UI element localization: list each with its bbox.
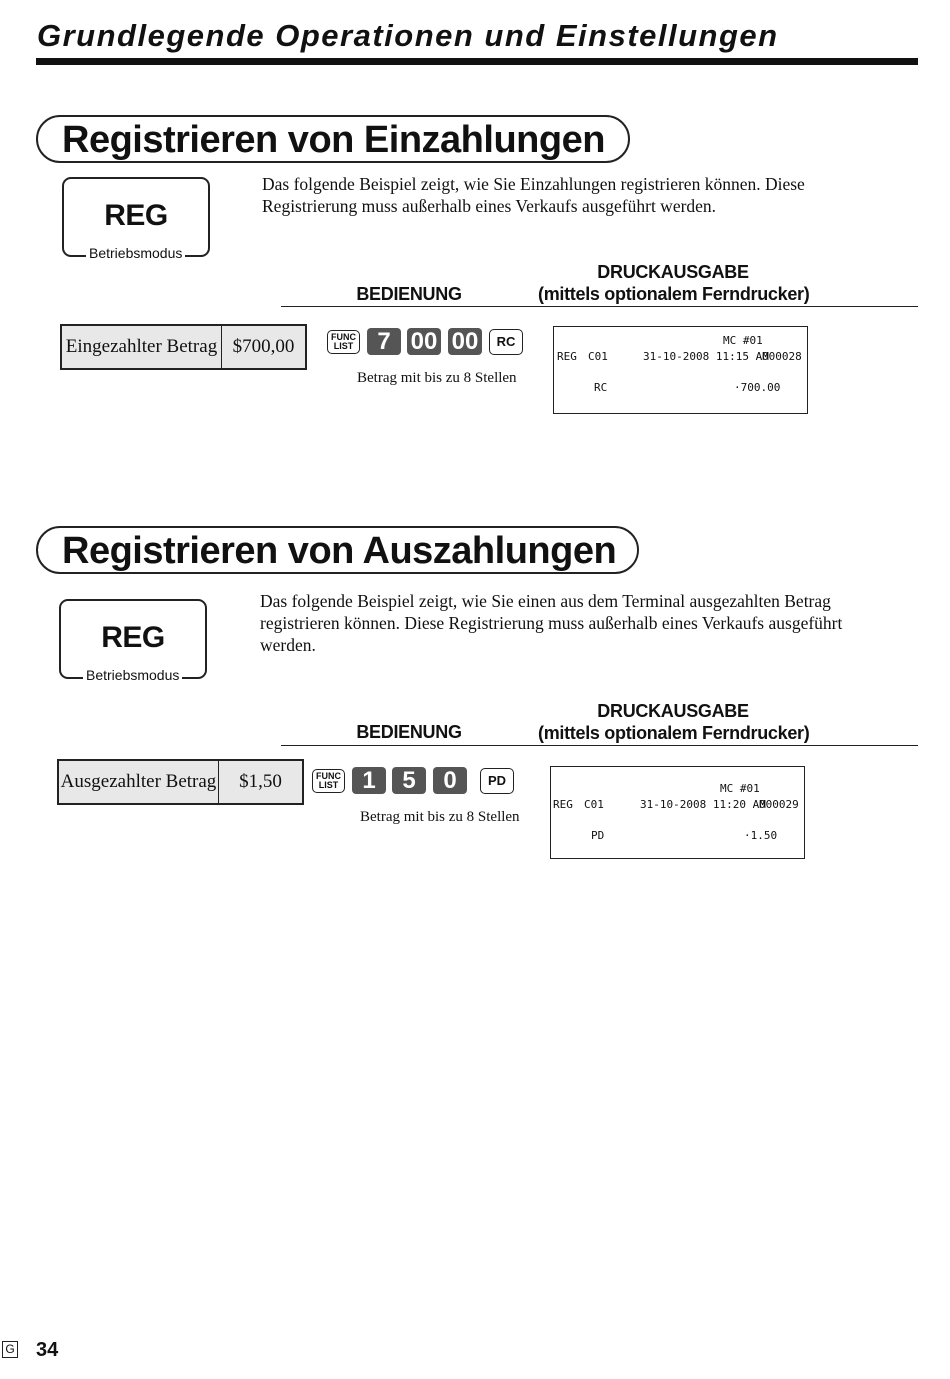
rc-key[interactable]: RC	[489, 329, 523, 355]
printout-subheading: (mittels optionalem Ferndrucker)	[538, 284, 810, 304]
mode-indicator	[59, 599, 207, 683]
receipt-mode: REG	[553, 798, 573, 811]
input-table	[60, 324, 307, 370]
receipt-datetime: 31-10-2008 11:15 AM	[643, 350, 769, 363]
operation-heading: BEDIENUNG	[356, 284, 462, 304]
receipt-machine: MC #01	[723, 334, 763, 347]
page-header-title: Grundlegende Operationen und Einstellungen	[37, 18, 779, 53]
receipt	[550, 766, 805, 859]
receipt-machine: MC #01	[720, 782, 760, 795]
page-number: 34	[36, 1339, 59, 1361]
mode-caption: Betriebsmodus	[86, 245, 185, 261]
receipt-item-amount: ·700.00	[734, 381, 781, 394]
func-list-key[interactable]	[312, 769, 345, 793]
digit-key[interactable]: 00	[407, 328, 441, 355]
input-table	[57, 759, 304, 805]
operation-heading: BEDIENUNG	[356, 722, 462, 742]
section-title-auszahlungen: Registrieren von Auszahlungen	[36, 526, 639, 574]
digit-key[interactable]: 00	[448, 328, 482, 355]
printout-subheading: (mittels optionalem Ferndrucker)	[538, 723, 810, 743]
input-value: $700,00	[221, 326, 305, 368]
receipt-datetime: 31-10-2008 11:20 AM	[640, 798, 766, 811]
func-key-bottom: LIST	[318, 780, 339, 790]
input-value: $1,50	[218, 761, 302, 803]
section-title-einzahlungen: Registrieren von Einzahlungen	[36, 115, 630, 163]
language-letter-box: G	[2, 1341, 18, 1358]
func-list-key[interactable]	[327, 330, 360, 354]
receipt-clerk: C01	[588, 350, 608, 363]
receipt-consecutive-number: 000028	[762, 350, 802, 363]
receipt-item-label: RC	[594, 381, 608, 394]
column-rule	[281, 306, 918, 307]
header-rule	[36, 58, 918, 65]
description-line: Registrierung muss außerhalb eines Verkaufs ausgeführt werden.	[262, 196, 717, 216]
description-line: Das folgende Beispiel zeigt, wie Sie einen aus dem Terminal ausgezahlten Betrag	[260, 591, 831, 611]
description-line: werden.	[260, 635, 316, 655]
pd-key[interactable]: PD	[480, 768, 514, 794]
receipt-item-amount: ·1.50	[744, 829, 778, 842]
func-key-top: FUNC	[331, 332, 356, 342]
func-key-bottom: LIST	[333, 341, 354, 351]
digit-key[interactable]: 7	[367, 328, 401, 355]
description-line: Das folgende Beispiel zeigt, wie Sie Einzahlungen registrieren können. Diese	[262, 174, 805, 194]
func-key-top: FUNC	[316, 771, 341, 781]
digit-key[interactable]: 5	[392, 767, 426, 794]
description-line: registrieren können. Diese Registrierung muss außerhalb eines Verkaufs ausgeführt	[260, 613, 843, 633]
section-description	[262, 173, 805, 217]
key-caption: Betrag mit bis zu 8 Stellen	[357, 370, 517, 386]
section-description	[260, 590, 842, 656]
mode-key-label: REG	[101, 621, 165, 654]
printout-heading: DRUCKAUSGABE	[597, 701, 749, 721]
receipt-item-label: PD	[591, 829, 605, 842]
mode-caption: Betriebsmodus	[83, 667, 182, 683]
input-label: Ausgezahlter Betrag	[60, 771, 217, 792]
receipt	[553, 326, 808, 414]
digit-key[interactable]: 0	[433, 767, 467, 794]
digit-key[interactable]: 1	[352, 767, 386, 794]
input-label: Eingezahlter Betrag	[65, 336, 218, 357]
printout-heading: DRUCKAUSGABE	[597, 262, 749, 282]
receipt-mode: REG	[557, 350, 577, 363]
mode-indicator	[62, 177, 210, 261]
receipt-consecutive-number: 000029	[759, 798, 799, 811]
receipt-clerk: C01	[584, 798, 604, 811]
column-rule	[281, 745, 918, 746]
key-caption: Betrag mit bis zu 8 Stellen	[360, 809, 520, 825]
mode-key-label: REG	[104, 199, 168, 232]
